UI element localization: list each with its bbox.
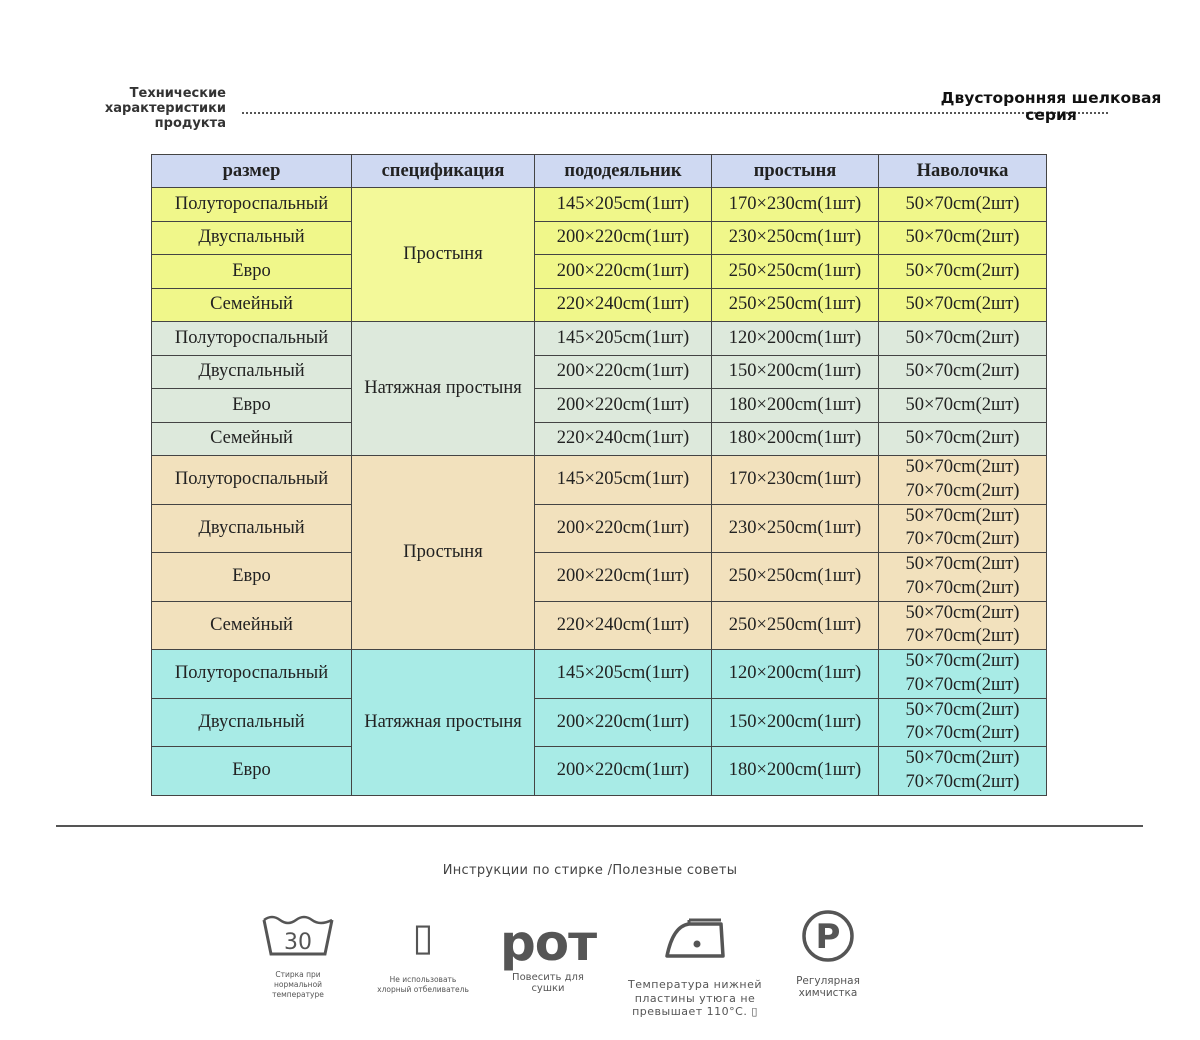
section-divider [56, 825, 1143, 827]
pillowcase-size: 50×70cm(2шт) [905, 699, 1020, 720]
header-left-line-3: продукта [154, 116, 226, 131]
dry-clean-p-icon [800, 908, 856, 964]
cell-specification: Натяжная простыня [352, 650, 535, 796]
pillowcase-size: 70×70cm(2шт) [905, 529, 1020, 550]
pillowcase-size: 50×70cm(2шт) [905, 260, 1020, 281]
cell-sheet: 180×200cm(1шт) [712, 747, 879, 796]
cell-pillowcase [879, 747, 1047, 796]
header-left-line-2: характеристики [104, 101, 226, 116]
cell-sheet: 230×250cm(1шт) [712, 504, 879, 553]
table-row [152, 601, 1047, 650]
cell-sheet: 230×250cm(1шт) [712, 221, 879, 255]
col-header-pillowcase: Наволочка [879, 155, 1047, 188]
table-row [152, 188, 1047, 222]
table-header-row [152, 155, 1047, 188]
wash-temp-text: 30 [284, 930, 312, 955]
cell-sheet: 250×250cm(1шт) [712, 288, 879, 322]
cell-duvet-cover: 200×220cm(1шт) [535, 747, 712, 796]
cell-size: Двуспальный [152, 355, 352, 389]
table-row [152, 650, 1047, 699]
pillowcase-size: 50×70cm(2шт) [905, 554, 1020, 575]
pillowcase-size: 50×70cm(2шт) [905, 227, 1020, 248]
size-spec-table [151, 154, 1047, 796]
col-header-sheet: простыня [712, 155, 879, 188]
pillowcase-size: 50×70cm(2шт) [905, 294, 1020, 315]
cell-size: Семейный [152, 288, 352, 322]
cell-duvet-cover: 145×205cm(1шт) [535, 456, 712, 505]
cell-size: Двуспальный [152, 698, 352, 747]
cell-duvet-cover: 200×220cm(1шт) [535, 553, 712, 602]
table-row [152, 553, 1047, 602]
cell-size: Двуспальный [152, 504, 352, 553]
cell-sheet: 180×200cm(1шт) [712, 422, 879, 456]
care-instructions-title: Инструкции по стирке /Полезные советы [442, 863, 738, 878]
care-label-dry-clean: Регулярная химчистка [796, 975, 860, 999]
header-left-line-1: Технические [129, 86, 226, 101]
cell-duvet-cover: 220×240cm(1шт) [535, 601, 712, 650]
pillowcase-size: 50×70cm(2шт) [905, 602, 1020, 623]
pillowcase-size: 50×70cm(2шт) [905, 651, 1020, 672]
table-row [152, 389, 1047, 423]
cell-pillowcase [879, 389, 1047, 423]
dry-clean-letter: P [815, 917, 841, 957]
header-product-specs-label [100, 86, 226, 131]
cell-duvet-cover: 200×220cm(1шт) [535, 255, 712, 289]
cell-size: Полутороспальный [152, 322, 352, 356]
cell-duvet-cover: 145×205cm(1шт) [535, 322, 712, 356]
no-bleach-icon: ▯ [412, 915, 434, 959]
pillowcase-size: 70×70cm(2шт) [905, 723, 1020, 744]
pillowcase-size: 50×70cm(2шт) [905, 394, 1020, 415]
cell-sheet: 150×200cm(1шт) [712, 355, 879, 389]
pillowcase-size: 50×70cm(2шт) [905, 457, 1020, 478]
cell-sheet: 170×230cm(1шт) [712, 456, 879, 505]
cell-sheet: 250×250cm(1шт) [712, 601, 879, 650]
table-row [152, 504, 1047, 553]
cell-specification: Натяжная простыня [352, 322, 535, 456]
table-row [152, 288, 1047, 322]
pillowcase-size: 50×70cm(2шт) [905, 361, 1020, 382]
pillowcase-size: 50×70cm(2шт) [905, 505, 1020, 526]
cell-size: Евро [152, 553, 352, 602]
cell-size: Евро [152, 747, 352, 796]
cell-sheet: 120×200cm(1шт) [712, 322, 879, 356]
cell-sheet: 170×230cm(1шт) [712, 188, 879, 222]
pillowcase-size: 70×70cm(2шт) [905, 674, 1020, 695]
cell-sheet: 180×200cm(1шт) [712, 389, 879, 423]
header-right-line-1: Двусторонняя шелковая [940, 89, 1162, 107]
wash-30-icon [261, 914, 335, 960]
table-row [152, 221, 1047, 255]
cell-size: Семейный [152, 601, 352, 650]
cell-size: Евро [152, 255, 352, 289]
cell-pillowcase [879, 456, 1047, 505]
cell-pillowcase [879, 698, 1047, 747]
cell-pillowcase [879, 355, 1047, 389]
cell-specification: Простыня [352, 456, 535, 650]
cell-size: Двуспальный [152, 221, 352, 255]
cell-sheet: 250×250cm(1шт) [712, 255, 879, 289]
col-header-duvet: пододеяльник [535, 155, 712, 188]
pillowcase-size: 50×70cm(2шт) [905, 193, 1020, 214]
care-label-no-bleach: Не использовать хлорный отбеливатель [377, 975, 469, 994]
care-item-iron [620, 918, 770, 1019]
cell-pillowcase [879, 422, 1047, 456]
iron-icon [663, 918, 727, 960]
col-header-spec: спецификация [352, 155, 535, 188]
cell-pillowcase [879, 322, 1047, 356]
cell-pillowcase [879, 188, 1047, 222]
care-label-hang-dry: Повесить для сушки [512, 972, 584, 994]
cell-size: Полутороспальный [152, 188, 352, 222]
pillowcase-size: 70×70cm(2шт) [905, 480, 1020, 501]
cell-pillowcase [879, 553, 1047, 602]
table-row [152, 747, 1047, 796]
header-series-title [935, 90, 1167, 124]
cell-sheet: 120×200cm(1шт) [712, 650, 879, 699]
cell-size: Евро [152, 389, 352, 423]
care-item-no-bleach [368, 913, 478, 995]
care-label-iron: Температура нижней пластины утюга не превышает 110°C. ▯ [628, 978, 762, 1018]
care-label-wash: Стирка при нормальной температуре [272, 970, 324, 999]
pillowcase-size: 50×70cm(2шт) [905, 327, 1020, 348]
col-header-size: размер [152, 155, 352, 188]
pillowcase-size: 70×70cm(2шт) [905, 626, 1020, 647]
cell-pillowcase [879, 504, 1047, 553]
cell-pillowcase [879, 221, 1047, 255]
cell-pillowcase [879, 255, 1047, 289]
cell-pillowcase [879, 601, 1047, 650]
pillowcase-size: 70×70cm(2шт) [905, 771, 1020, 792]
table-row [152, 322, 1047, 356]
cell-duvet-cover: 145×205cm(1шт) [535, 650, 712, 699]
pillowcase-size: 50×70cm(2шт) [905, 428, 1020, 449]
cell-duvet-cover: 220×240cm(1шт) [535, 422, 712, 456]
hang-dry-icon: рот [499, 914, 597, 972]
cell-specification: Простыня [352, 188, 535, 322]
table-row [152, 355, 1047, 389]
cell-duvet-cover: 200×220cm(1шт) [535, 355, 712, 389]
cell-pillowcase [879, 650, 1047, 699]
cell-size: Полутороспальный [152, 650, 352, 699]
care-item-hang-dry [473, 914, 623, 994]
cell-duvet-cover: 200×220cm(1шт) [535, 504, 712, 553]
table-row [152, 456, 1047, 505]
table-row [152, 698, 1047, 747]
cell-duvet-cover: 220×240cm(1шт) [535, 288, 712, 322]
cell-pillowcase [879, 288, 1047, 322]
cell-sheet: 250×250cm(1шт) [712, 553, 879, 602]
cell-size: Полутороспальный [152, 456, 352, 505]
cell-duvet-cover: 200×220cm(1шт) [535, 389, 712, 423]
pillowcase-size: 70×70cm(2шт) [905, 577, 1020, 598]
care-item-wash [250, 914, 346, 1000]
table-row [152, 255, 1047, 289]
cell-size: Семейный [152, 422, 352, 456]
care-item-dry-clean [780, 908, 876, 999]
cell-duvet-cover: 200×220cm(1шт) [535, 698, 712, 747]
cell-duvet-cover: 145×205cm(1шт) [535, 188, 712, 222]
pillowcase-size: 50×70cm(2шт) [905, 748, 1020, 769]
table-row [152, 422, 1047, 456]
cell-sheet: 150×200cm(1шт) [712, 698, 879, 747]
header-right-line-2: серия [1025, 106, 1077, 124]
cell-duvet-cover: 200×220cm(1шт) [535, 221, 712, 255]
